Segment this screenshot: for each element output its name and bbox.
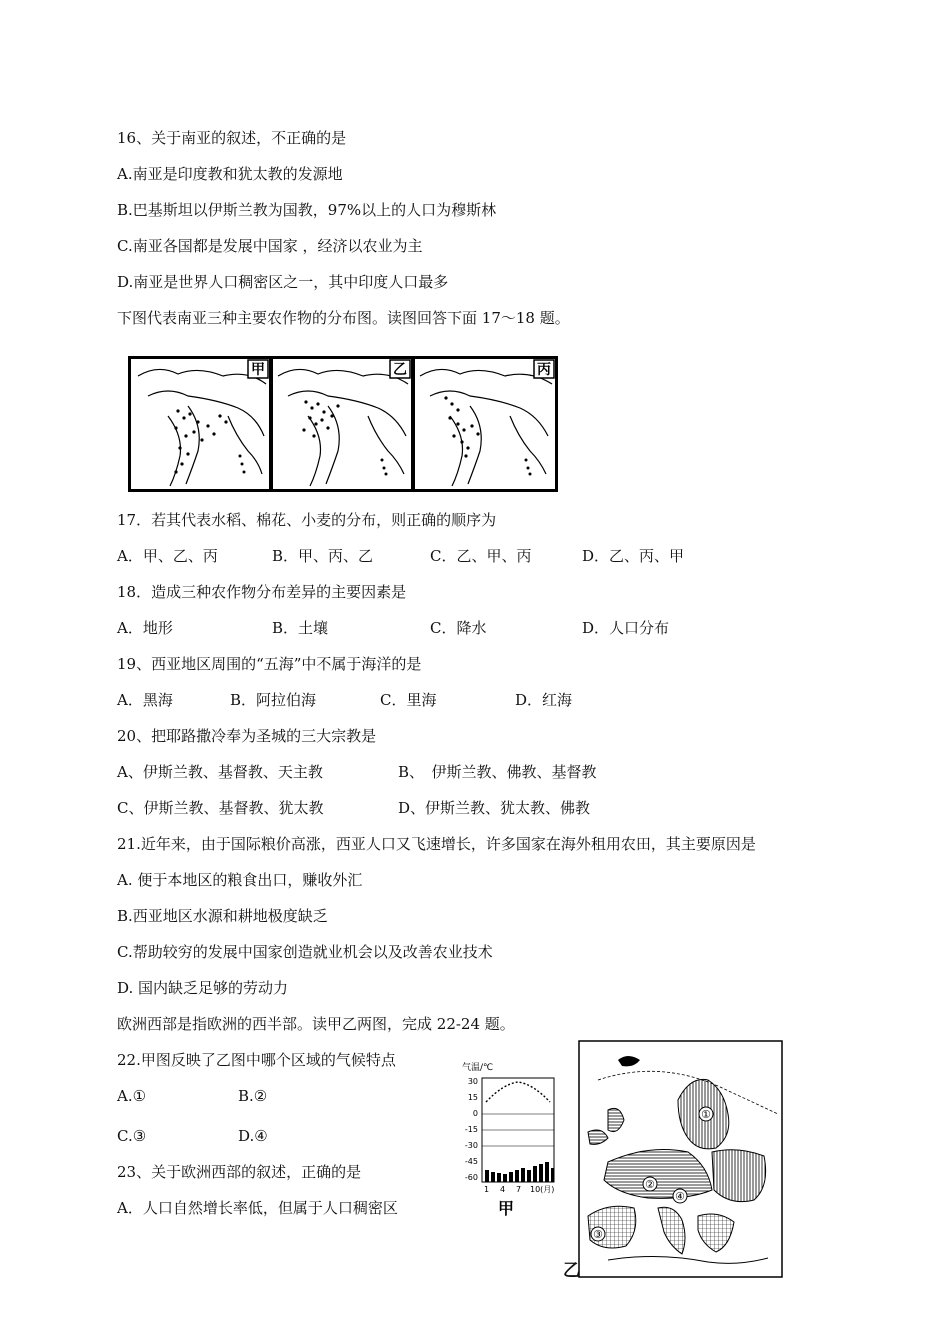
q22-option-a: A.①	[117, 1087, 147, 1105]
q19-stem: 19、西亚地区周围的“五海”中不属于海洋的是	[117, 655, 422, 673]
q22-option-d: D.④	[238, 1127, 268, 1145]
y-tick-30: 30	[467, 1077, 478, 1086]
europe-map-yi	[578, 1040, 783, 1278]
q17-stem: 17．若其代表水稻、棉花、小麦的分布，则正确的顺序为	[117, 511, 497, 529]
q19-option-b: B．阿拉伯海	[230, 691, 317, 709]
q21-option-d: D. 国内缺乏足够的劳动力	[117, 979, 289, 997]
south-asia-crop-maps	[128, 356, 558, 492]
q19-option-c: C．里海	[380, 691, 437, 709]
q16-option-c: C.南亚各国都是发展中国家 ，经济以农业为主	[117, 237, 423, 255]
q20-stem: 20、把耶路撒冷奉为圣城的三大宗教是	[117, 727, 377, 745]
q16-option-d: D.南亚是世界人口稠密区之一，其中印度人口最多	[117, 273, 449, 291]
climate-unit-label: 气温/℃	[462, 1063, 494, 1073]
q16-option-a: A.南亚是印度教和犹太教的发源地	[117, 165, 343, 183]
q20-option-d: D、伊斯兰教、犹太教、佛教	[398, 799, 591, 817]
x-tick-1: 1	[484, 1185, 490, 1194]
y-tick-m15: -15	[464, 1125, 478, 1134]
intro-22-24: 欧洲西部是指欧洲的西半部。读甲乙两图，完成 22-24 题。	[117, 1015, 515, 1033]
x-tick-4: 4	[500, 1185, 506, 1194]
q23-option-a: A．人口自然增长率低，但属于人口稠密区	[117, 1199, 398, 1217]
q18-stem: 18．造成三种农作物分布差异的主要因素是	[117, 583, 407, 601]
q17-option-c: C．乙、甲、丙	[430, 547, 532, 565]
q21-option-a: A. 便于本地区的粮食出口，赚收外汇	[117, 871, 363, 889]
europe-map-label: 乙	[563, 1261, 580, 1281]
map-label-jia: 甲	[251, 362, 265, 378]
y-tick-0: 0	[472, 1109, 478, 1118]
climate-chart-label: 甲	[498, 1199, 515, 1218]
x-tick-10: 10(月)	[530, 1185, 555, 1194]
region-2: ②	[645, 1178, 655, 1191]
map-label-yi: 乙	[393, 362, 407, 378]
q17-option-d: D．乙、丙、甲	[582, 547, 685, 565]
region-4: ④	[675, 1190, 685, 1203]
q21-stem: 21.近年来，由于国际粮价高涨，西亚人口又飞速增长，许多国家在海外租用农田，其主要原因是	[117, 835, 756, 853]
y-tick-15: 15	[467, 1093, 478, 1102]
q22-option-c: C.③	[117, 1127, 147, 1145]
q22-stem: 22.甲图反映了乙图中哪个区域的气候特点	[117, 1051, 396, 1069]
q21-option-c: C.帮助较穷的发展中国家创造就业机会以及改善农业技术	[117, 943, 493, 961]
region-1: ①	[701, 1108, 711, 1121]
region-3: ③	[593, 1228, 603, 1241]
q18-option-a: A．地形	[117, 619, 173, 637]
q17-option-a: A．甲、乙、丙	[117, 547, 218, 565]
q17-option-b: B．甲、丙、乙	[272, 547, 374, 565]
q16-stem: 16、关于南亚的叙述，不正确的是	[117, 129, 347, 147]
q19-option-d: D．红海	[515, 691, 573, 709]
climate-chart-jia	[448, 1058, 563, 1218]
map-label-bing: 丙	[537, 362, 551, 378]
q23-stem: 23、关于欧洲西部的叙述，正确的是	[117, 1163, 362, 1181]
q22-option-b: B.②	[238, 1087, 268, 1105]
q19-option-a: A．黑海	[117, 691, 173, 709]
q20-option-c: C、伊斯兰教、基督教、犹太教	[117, 799, 324, 817]
intro-17-18: 下图代表南亚三种主要农作物的分布图。读图回答下面 17～18 题。	[117, 309, 570, 327]
q20-option-a: A、伊斯兰教、基督教、天主教	[117, 763, 323, 781]
q21-option-b: B.西亚地区水源和耕地极度缺乏	[117, 907, 328, 925]
y-tick-m45: -45	[464, 1157, 478, 1166]
q16-option-b: B.巴基斯坦以伊斯兰教为国教，97%以上的人口为穆斯林	[117, 201, 497, 219]
x-tick-7: 7	[516, 1185, 522, 1194]
q18-option-d: D．人口分布	[582, 619, 670, 637]
q20-option-b: B、 伊斯兰教、佛教、基督教	[398, 763, 597, 781]
q18-option-c: C．降水	[430, 619, 487, 637]
y-tick-m60: -60	[464, 1173, 478, 1182]
y-tick-m30: -30	[464, 1141, 478, 1150]
q18-option-b: B．土壤	[272, 619, 329, 637]
